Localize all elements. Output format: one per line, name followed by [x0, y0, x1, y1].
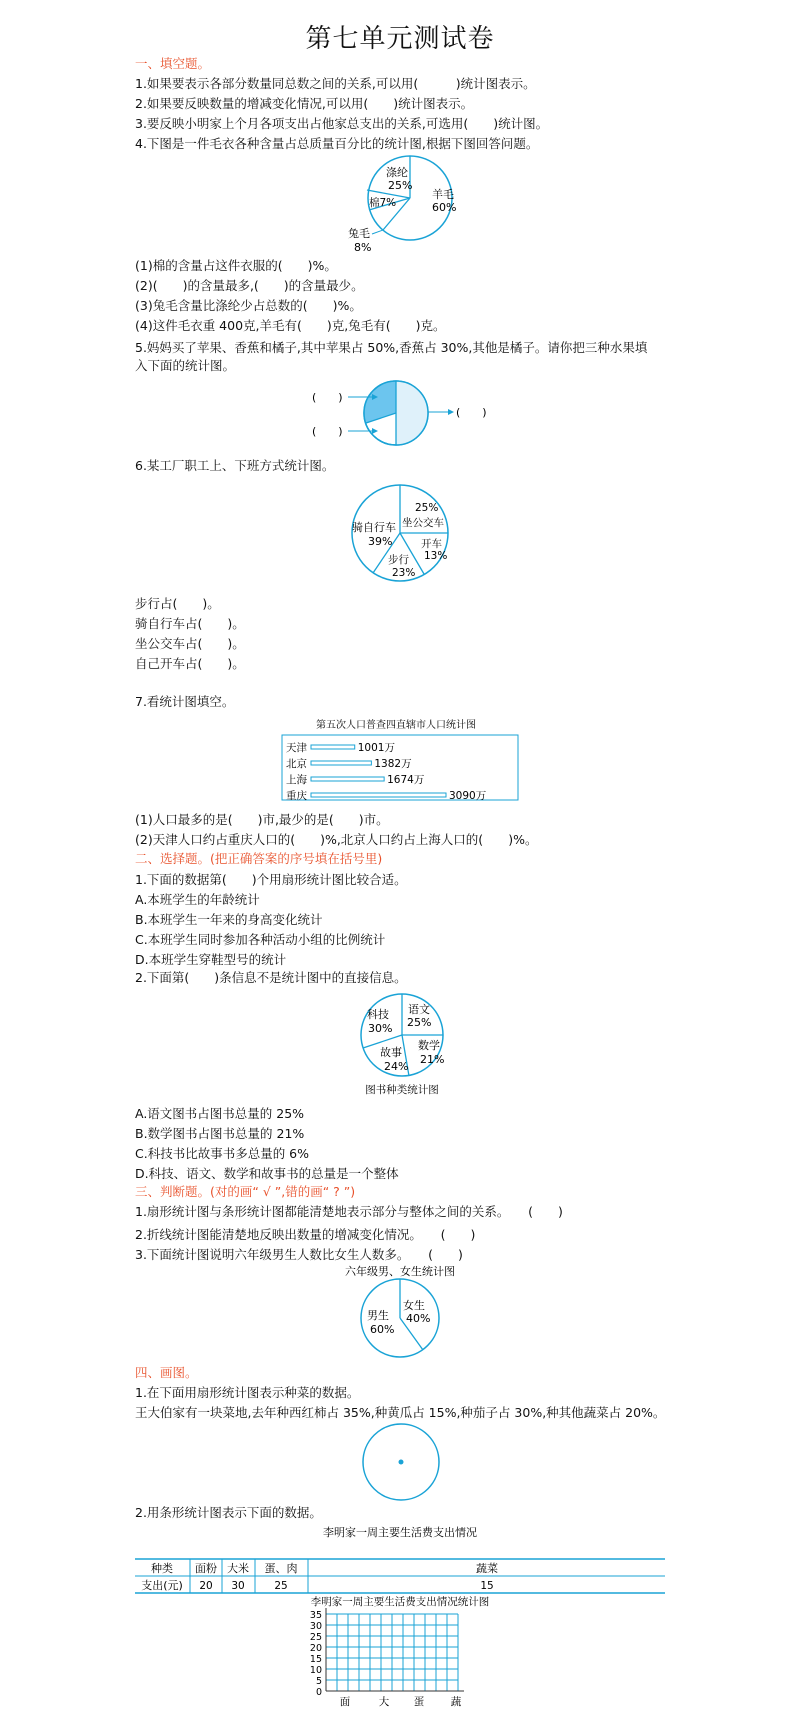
population-bar — [311, 793, 446, 797]
grid-x-cat: 面 — [339, 1696, 351, 1708]
bar-category-label: 北京 — [286, 758, 307, 770]
section1-heading: 一、填空题。 — [135, 56, 211, 71]
bar-value-label: 1001万 — [357, 742, 395, 754]
grid-y-tick: 30 — [309, 1621, 322, 1632]
grid-y-tick: 0 — [315, 1687, 322, 1698]
grid-x-cat: 蔬 — [450, 1696, 462, 1708]
svg-text:蛋、肉: 蛋、肉 — [264, 1562, 298, 1575]
grid-y-tick: 25 — [309, 1632, 322, 1643]
empty-pie-circle[interactable] — [0, 1421, 800, 1511]
section3-heading: 三、判断题。(对的画“ √ ”,错的画“ ? ”) — [135, 1184, 356, 1199]
polyester-label: 涤纶 — [386, 166, 408, 179]
wool-label: 羊毛 — [432, 188, 454, 201]
s1-q7: 7.看统计图填空。 — [135, 694, 235, 709]
s4-q1-text: 王大伯家有一块菜地,去年种西红柿占 35%,种黄瓜占 15%,种茄子占 30%,种其他蔬菜占 20%。 — [135, 1405, 666, 1420]
bar-value-label: 1382万 — [374, 758, 412, 770]
section2-heading: 二、选择题。(把正确答案的序号填在括号里) — [135, 851, 383, 866]
rabbit-pct: 8% — [354, 241, 372, 254]
svg-text:21%: 21% — [420, 1053, 445, 1066]
fruit-pie-chart — [0, 380, 800, 460]
bar-value-label: 1674万 — [387, 774, 425, 786]
s4-q1: 1.在下面用扇形统计图表示种菜的数据。 — [135, 1385, 360, 1400]
svg-text:25: 25 — [274, 1580, 288, 1592]
rabbit-label: 兔毛 — [348, 227, 370, 240]
bar-category-label: 上海 — [286, 774, 307, 786]
svg-text:男生: 男生 — [367, 1309, 389, 1322]
s1-q6: 6.某工厂职工上、下班方式统计图。 — [135, 458, 335, 473]
svg-text:语文: 语文 — [408, 1003, 430, 1016]
table-title: 李明家一周主要生活费支出情况 — [323, 1526, 477, 1539]
s2-q1-c: C.本班学生同时参加各种活动小组的比例统计 — [135, 932, 386, 947]
svg-text:23%: 23% — [392, 567, 416, 579]
commute-pie-chart — [0, 481, 800, 591]
bar-value-label: 3090万 — [449, 790, 487, 802]
population-bar — [311, 761, 371, 765]
svg-text:30%: 30% — [368, 1022, 393, 1035]
svg-text:数学: 数学 — [418, 1039, 440, 1052]
s1-q4-3: (3)兔毛含量比涤纶少占总数的( )%。 — [135, 298, 362, 313]
svg-text:支出(元): 支出(元) — [141, 1579, 183, 1592]
svg-text:图书种类统计图: 图书种类统计图 — [365, 1084, 439, 1096]
population-bar — [311, 777, 384, 781]
population-bar — [311, 745, 355, 749]
s1-q6-1: 步行占( )。 — [135, 596, 220, 611]
s2-q2-c: C.科技书比故事书多总量的 6% — [135, 1146, 310, 1161]
svg-text:( ): ( ) — [456, 406, 487, 419]
s2-q2: 2.下面第( )条信息不是统计图中的直接信息。 — [135, 970, 407, 985]
svg-text:20: 20 — [199, 1580, 213, 1592]
cotton-label: 棉7% — [369, 197, 397, 209]
s3-q2: 2.折线统计图能清楚地反映出数量的增减变化情况。 ( ) — [135, 1227, 476, 1242]
s1-q6-4: 自己开车占( )。 — [135, 656, 245, 671]
svg-text:13%: 13% — [424, 550, 448, 562]
s2-q1-d: D.本班学生穿鞋型号的统计 — [135, 952, 287, 967]
svg-text:24%: 24% — [384, 1060, 409, 1073]
grid-y-tick: 15 — [309, 1654, 322, 1665]
svg-text:步行: 步行 — [388, 554, 409, 566]
s1-q4-2: (2)( )的含量最多,( )的含量最少。 — [135, 278, 364, 293]
svg-text:60%: 60% — [370, 1323, 395, 1336]
svg-text:25%: 25% — [407, 1016, 432, 1029]
s1-q6-2: 骑自行车占( )。 — [135, 616, 245, 631]
svg-text:女生: 女生 — [403, 1299, 425, 1312]
s2-q2-d: D.科技、语文、数学和故事书的总量是一个整体 — [135, 1166, 399, 1181]
svg-text:( ): ( ) — [312, 425, 343, 438]
s1-q7-2: (2)天津人口约占重庆人口的( )%,北京人口约占上海人口的( )%。 — [135, 832, 538, 847]
svg-text:骑自行车: 骑自行车 — [352, 521, 396, 534]
svg-text:科技: 科技 — [367, 1008, 389, 1021]
wool-pct: 60% — [432, 201, 457, 214]
s1-q1: 1.如果要表示各部分数量同总数之间的关系,可以用( )统计图表示。 — [135, 76, 536, 91]
bar-category-label: 天津 — [286, 742, 307, 754]
s2-q1-a: A.本班学生的年龄统计 — [135, 892, 260, 907]
s2-q1-b: B.本班学生一年来的身高变化统计 — [135, 912, 323, 927]
svg-text:故事: 故事 — [380, 1046, 402, 1059]
section4-heading: 四、画图。 — [135, 1365, 198, 1380]
books-pie-chart — [0, 993, 800, 1103]
empty-bar-grid[interactable] — [0, 1594, 800, 1714]
grid-y-tick: 20 — [309, 1643, 322, 1654]
s2-q2-a: A.语文图书占图书总量的 25% — [135, 1106, 305, 1121]
grid-x-cat: 蛋 — [413, 1696, 425, 1708]
svg-text:40%: 40% — [406, 1312, 431, 1325]
gender-pie-chart — [0, 1263, 800, 1373]
svg-text:大米: 大米 — [227, 1562, 249, 1575]
s3-q3: 3.下面统计图说明六年级男生人数比女生人数多。 ( ) — [135, 1247, 463, 1262]
svg-text:开车: 开车 — [421, 538, 442, 550]
grid-y-tick: 35 — [309, 1610, 322, 1621]
grid-y-tick: 5 — [315, 1676, 322, 1687]
s1-q2: 2.如果要反映数量的增减变化情况,可以用( )统计图表示。 — [135, 96, 474, 111]
svg-text:蔬菜: 蔬菜 — [476, 1562, 498, 1575]
sweater-pie-chart — [0, 150, 800, 260]
s1-q4-4: (4)这件毛衣重 400克,羊毛有( )克,兔毛有( )克。 — [135, 318, 446, 333]
svg-text:面粉: 面粉 — [195, 1562, 217, 1575]
svg-text:种类: 种类 — [151, 1562, 173, 1575]
grid-y-tick: 10 — [309, 1665, 322, 1676]
s1-q5-a: 5.妈妈买了苹果、香蕉和橘子,其中苹果占 50%,香蕉占 30%,其他是橘子。请你把三种水果填 — [135, 340, 648, 355]
s1-q4-1: (1)棉的含量占这件衣服的( )%。 — [135, 258, 337, 273]
s3-q1: 1.扇形统计图与条形统计图都能清楚地表示部分与整体之间的关系。 ( ) — [135, 1204, 563, 1219]
polyester-pct: 25% — [388, 179, 413, 192]
s1-q4: 4.下图是一件毛衣各种含量占总质量百分比的统计图,根据下图回答问题。 — [135, 136, 539, 151]
s1-q3: 3.要反映小明家上个月各项支出占他家总支出的关系,可选用( )统计图。 — [135, 116, 549, 131]
bar-category-label: 重庆 — [286, 790, 307, 802]
grid-x-cat: 大 — [378, 1696, 390, 1708]
s4-q2: 2.用条形统计图表示下面的数据。 — [135, 1505, 322, 1520]
s1-q5-b: 入下面的统计图。 — [135, 358, 236, 373]
s1-q6-3: 坐公交车占( )。 — [135, 636, 245, 651]
svg-text:15: 15 — [480, 1580, 494, 1592]
population-bar-chart — [0, 716, 800, 806]
svg-text:六年级男、女生统计图: 六年级男、女生统计图 — [345, 1265, 455, 1278]
s1-q7-1: (1)人口最多的是( )市,最少的是( )市。 — [135, 812, 389, 827]
grid-title: 李明家一周主要生活费支出情况统计图 — [310, 1596, 490, 1608]
svg-text:25%: 25% — [415, 502, 439, 514]
chart-title: 第五次人口普查四直辖市人口统计图 — [316, 720, 476, 731]
s2-q1: 1.下面的数据第( )个用扇形统计图比较合适。 — [135, 872, 407, 887]
s2-q2-b: B.数学图书占图书总量的 21% — [135, 1126, 305, 1141]
svg-text:39%: 39% — [368, 535, 393, 548]
svg-text:( ): ( ) — [312, 391, 343, 404]
page-title: 第七单元测试卷 — [305, 24, 495, 54]
svg-text:30: 30 — [231, 1580, 245, 1592]
svg-text:坐公交车: 坐公交车 — [402, 517, 444, 529]
